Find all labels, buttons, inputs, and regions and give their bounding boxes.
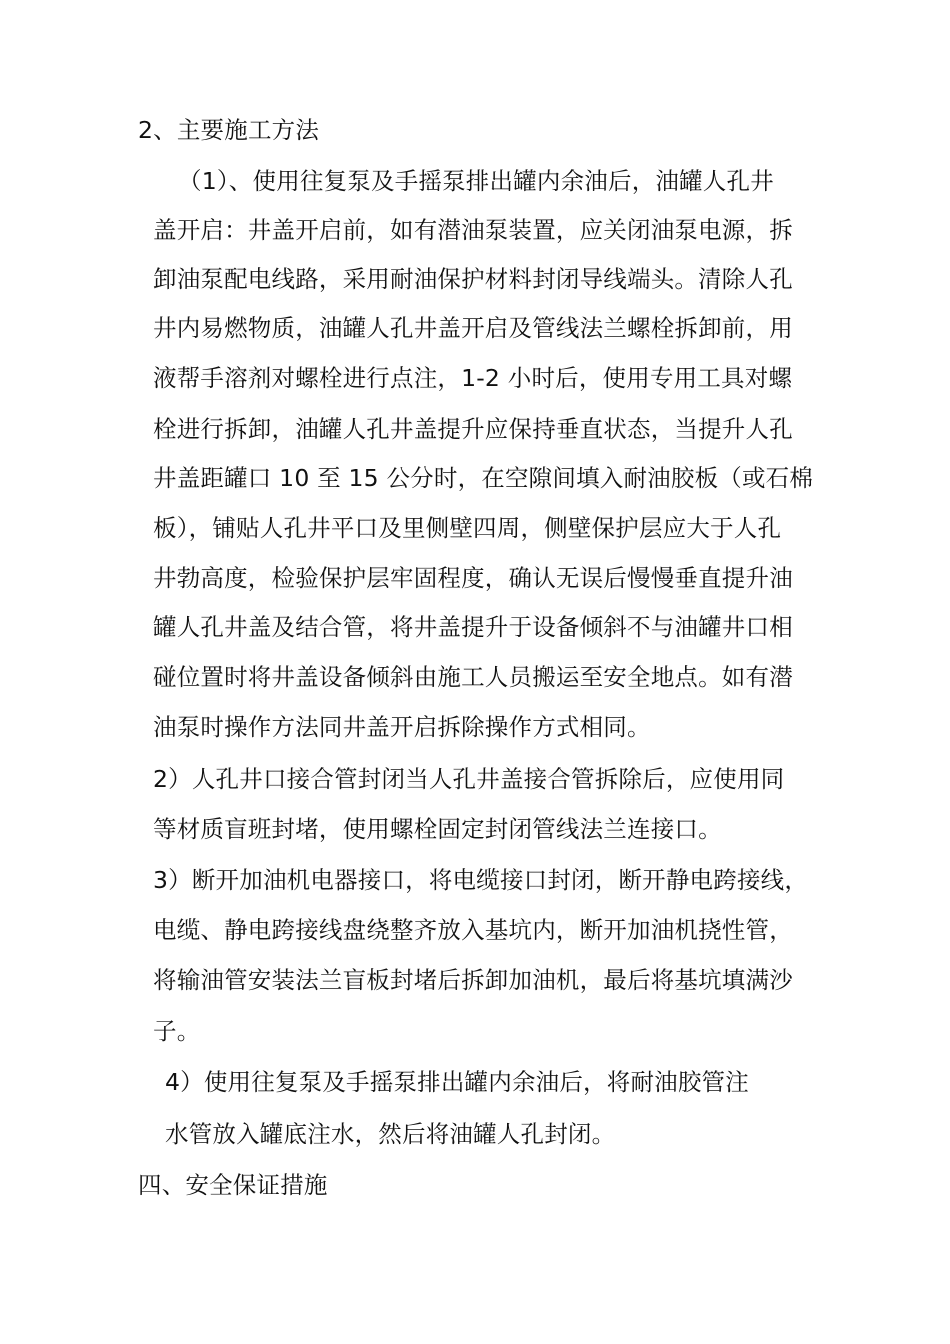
paragraph-3-line-1: 3）断开加油机电器接口，将电缆接口封闭，断开静电跨接线， xyxy=(153,866,809,894)
paragraph-3-line-3: 将输油管安装法兰盲板封堵后拆卸加油机，最后将基坑填满沙 xyxy=(153,966,793,994)
paragraph-2-line-1: 2）人孔井口接合管封闭当人孔井盖接合管拆除后，应使用同 xyxy=(153,765,785,793)
paragraph-1-line-10: 罐人孔井盖及结合管，将井盖提升于设备倾斜不与油罐井口相 xyxy=(153,613,793,641)
section-heading-methods: 2、主要施工方法 xyxy=(138,116,320,144)
paragraph-1-line-7: 井盖距罐口 10 至 15 公分时，在空隙间填入耐油胶板（或石棉 xyxy=(153,464,814,492)
paragraph-1-line-12: 油泵时操作方法同井盖开启拆除操作方式相同。 xyxy=(153,713,651,741)
paragraph-1-line-1: （1）、使用往复泵及手摇泵排出罐内余油后，油罐人孔井 xyxy=(178,167,774,195)
paragraph-1-line-5: 液帮手溶剂对螺栓进行点注，1-2 小时后，使用专用工具对螺 xyxy=(153,364,793,392)
paragraph-1-line-2: 盖开启：井盖开启前，如有潜油泵装置，应关闭油泵电源，拆 xyxy=(153,216,793,244)
paragraph-1-line-4: 井内易燃物质，油罐人孔井盖开启及管线法兰螺栓拆卸前，用 xyxy=(153,314,793,342)
paragraph-3-line-4: 子。 xyxy=(153,1017,201,1045)
paragraph-4-line-2: 水管放入罐底注水，然后将油罐人孔封闭。 xyxy=(165,1120,616,1148)
paragraph-1-line-8: 板），铺贴人孔井平口及里侧壁四周，侧壁保护层应大于人孔 xyxy=(153,514,782,542)
paragraph-1-line-11: 碰位置时将井盖设备倾斜由施工人员搬运至安全地点。如有潜 xyxy=(153,663,793,691)
section-heading-safety: 四、安全保证措施 xyxy=(138,1171,328,1199)
paragraph-1-line-9: 井勃高度，检验保护层牢固程度，确认无误后慢慢垂直提升油 xyxy=(153,564,793,592)
paragraph-3-line-2: 电缆、静电跨接线盘绕整齐放入基坑内，断开加油机挠性管， xyxy=(153,916,793,944)
paragraph-1-line-3: 卸油泵配电线路，采用耐油保护材料封闭导线端头。清除人孔 xyxy=(153,265,793,293)
paragraph-2-line-2: 等材质盲班封堵，使用螺栓固定封闭管线法兰连接口。 xyxy=(153,815,722,843)
paragraph-1-line-6: 栓进行拆卸，油罐人孔井盖提升应保持垂直状态，当提升人孔 xyxy=(153,415,793,443)
paragraph-4-line-1: 4）使用往复泵及手摇泵排出罐内余油后，将耐油胶管注 xyxy=(165,1068,749,1096)
